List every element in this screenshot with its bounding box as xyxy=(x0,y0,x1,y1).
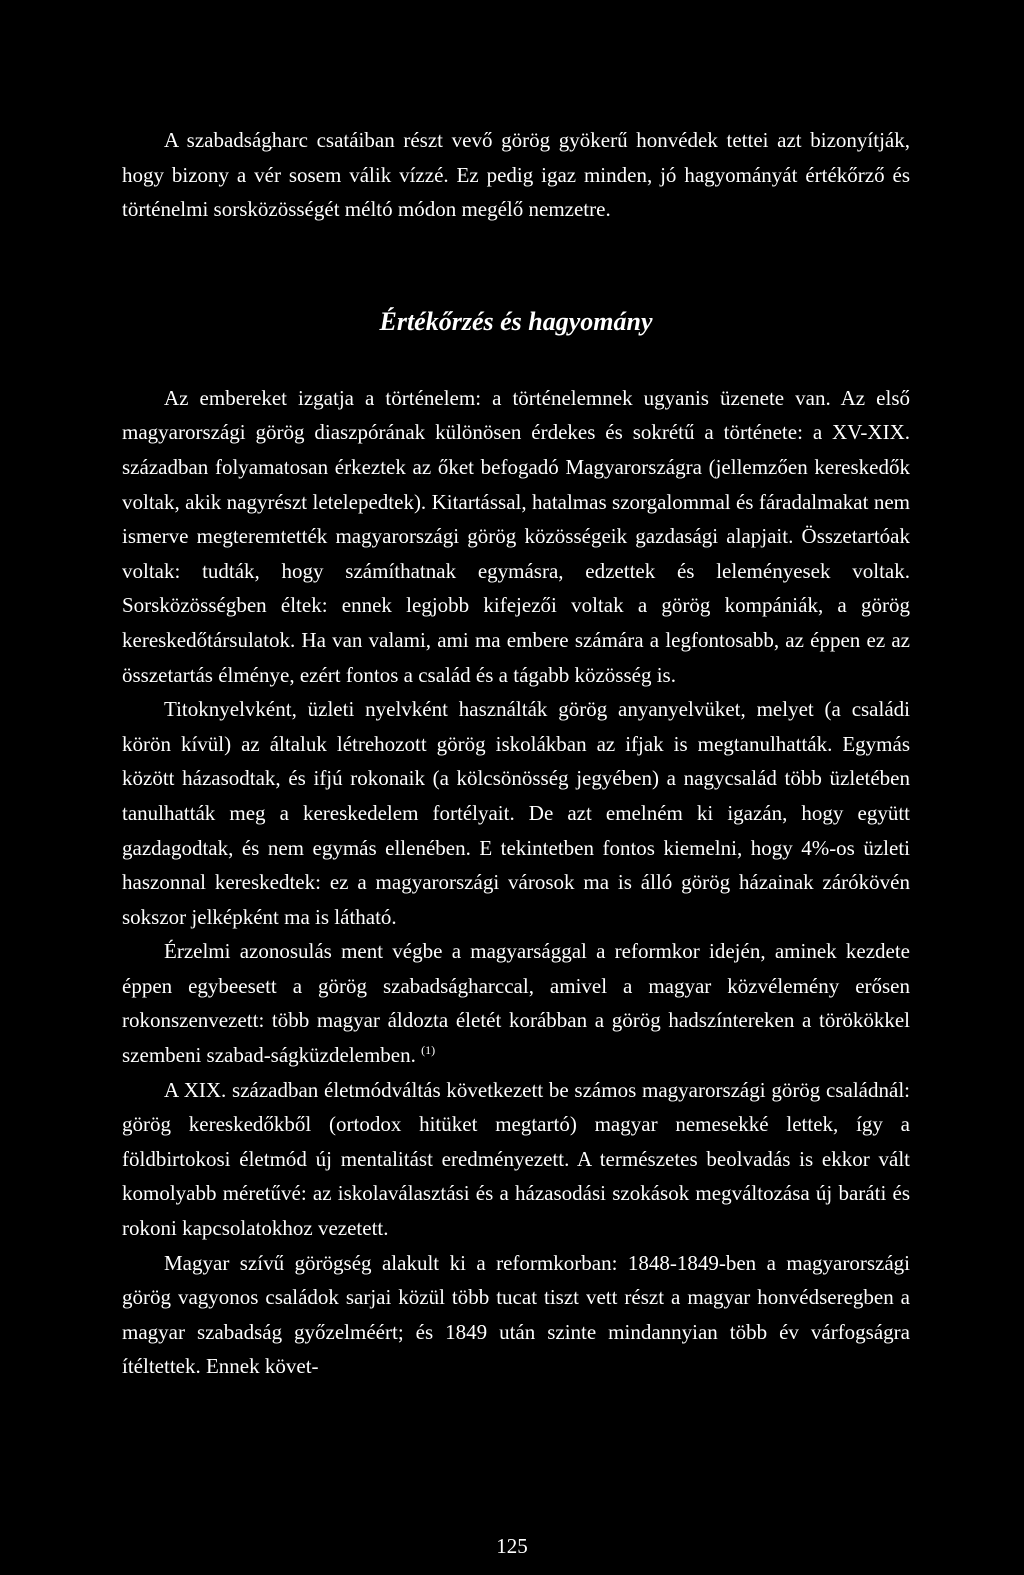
body-paragraph-1: Az embereket izgatja a történelem: a történelemnek ugyanis üzenete van. Az első magyarországi görög diaszpórának különösen érdekes és sokrétű a története: a XV-XIX. században folyamatosan érkeztek az őket befogadó Magyarországra (jellemzően kereskedők voltak, akik nagyrészt letelepedtek). Kitartással, hatalmas szorgalommal és fáradalmakat nem ismerve megteremtették magyarországi görög közösségeik gazdasági alapjait. Összetartóak voltak: tudták, hogy számíthatnak egymásra, edzettek és leleményesek voltak. Sorsközösségben éltek: ennek legjobb kifejezői voltak a görög kompániák, a görög kereskedőtársulatok. Ha van valami, ami ma embere számára a legfontosabb, az éppen ez az összetartás élménye, ezért fontos a család és a tágabb közösség is. xyxy=(122,385,910,687)
section-heading: Értékőrzés és hagyomány xyxy=(379,306,653,336)
body-paragraph-3-text: Érzelmi azonosulás ment végbe a magyarsággal a reformkor idején, aminek kezdete éppen egybeesett a görög szabadságharccal, amivel a magyar közvélemény erősen rokonszenvezett: több magyar áldozta életét korábban a görög hadszíntereken a törökökkel szembeni szabad-ságküzdelemben. xyxy=(122,939,910,1068)
body-paragraph-2: Titoknyelvként, üzleti nyelvként használták görög anyanyelvüket, melyet (a családi körön kívül) az általuk létrehozott görög iskolákban az ifjak is megtanulhatták. Egymás között házasodtak, és ifjú rokonaik (a kölcsönösség jegyében) a nagycsalád több üzletében tanulhatták meg a kereskedelem fortélyait. De azt emelném ki igazán, hogy együtt gazdagodtak, és nem egymás ellenében. E tekintetben fontos kiemelni, hogy 4%-os üzleti haszonnal kereskedtek: ez a magyarországi városok ma is álló görög házainak zárókövén sokszor jelképként ma is látható. xyxy=(122,697,910,929)
footnote-marker[interactable]: (1) xyxy=(421,1043,436,1058)
page-body xyxy=(122,123,910,1384)
body-paragraph-5: Magyar szívű görögség alakult ki a reformkorban: 1848-1849-ben a magyarországi görög vagyonos családok sarjai közül több tucat tiszt vett részt a magyar honvédseregben a magyar szabadság győzelméért; és 1849 után szinte mindannyian több év várfogságra ítéltettek. Ennek követ- xyxy=(122,1250,910,1379)
intro-paragraph: A szabadságharc csatáiban részt vevő görög gyökerű honvédek tettei azt bizonyítják, hogy bizony a vér sosem válik vízzé. Ez pedig igaz minden, jó hagyományát értékőrző és történelmi sorsközösségét méltó módon megélő nemzetre. xyxy=(122,128,910,222)
page-number: 125 xyxy=(496,1534,528,1558)
body-paragraph-4: A XIX. században életmódváltás következett be számos magyarországi görög családnál: görög kereskedőkből (ortodox hitüket megtartó) magyar nemesekké lettek, így a földbirtokosi életmód új mentalitást eredményezett. A természetes beolvadás is ekkor vált komolyabb méretűvé: az iskolaválasztási és a házasodási szokások megváltozása új baráti és rokoni kapcsolatokhoz vezetett. xyxy=(122,1077,910,1241)
body-paragraph-3 xyxy=(122,934,910,1072)
